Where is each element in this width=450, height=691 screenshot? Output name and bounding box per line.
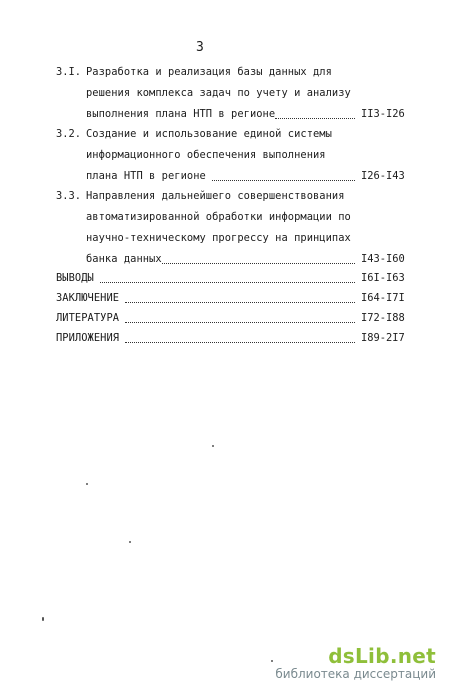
scan-speck xyxy=(42,617,44,621)
toc-entry-pages: I72-I88 xyxy=(361,312,405,324)
toc-entry-pages: I26-I43 xyxy=(361,170,405,182)
scan-speck xyxy=(129,541,131,543)
toc-entry-line: информационного обеспечения выполнения xyxy=(86,149,326,161)
toc-entry-number: 3.3. xyxy=(56,190,82,202)
dot-leader xyxy=(100,269,355,283)
watermark-logo: dsLib.net xyxy=(328,644,436,668)
toc-entry-line: автоматизированной обработки информации по xyxy=(86,211,351,223)
toc-entry-pages: I64-I7I xyxy=(361,292,405,304)
dot-leader xyxy=(212,167,355,181)
scan-speck xyxy=(86,483,88,485)
toc-entry-pages: I6I-I63 xyxy=(361,272,405,284)
scan-speck xyxy=(271,660,273,662)
toc-entry-number: 3.2. xyxy=(56,128,82,140)
toc-entry-title: ЗАКЛЮЧЕНИЕ xyxy=(56,292,120,304)
toc-entry-pages: I43-I60 xyxy=(361,253,405,265)
toc-entry-line: выполнения плана НТП в регионе xyxy=(86,108,276,120)
scan-speck xyxy=(212,445,214,447)
toc-entry-line: Разработка и реализация базы данных для xyxy=(86,66,332,78)
page-number: 3 xyxy=(196,40,204,55)
toc-entry-title: ВЫВОДЫ xyxy=(56,272,94,284)
dot-leader xyxy=(125,289,355,303)
toc-entry-title: ЛИТЕРАТУРА xyxy=(56,312,120,324)
toc-entry-line: решения комплекса задач по учету и анализу xyxy=(86,87,351,99)
toc-entry-pages: I89-2I7 xyxy=(361,332,405,344)
toc-entry-line: Создание и использование единой системы xyxy=(86,128,332,140)
toc-entry-number: 3.I. xyxy=(56,66,82,78)
dot-leader xyxy=(162,250,355,264)
toc-entry-title: ПРИЛОЖЕНИЯ xyxy=(56,332,120,344)
dot-leader xyxy=(125,309,355,323)
toc-entry-line: плана НТП в регионе xyxy=(86,170,206,182)
toc-entry-line: Направления дальнейшего совершенствования xyxy=(86,190,345,202)
watermark-subtitle: библиотека диссертаций xyxy=(275,667,436,681)
dot-leader xyxy=(275,105,355,119)
watermark xyxy=(275,645,436,681)
toc-entry-pages: II3-I26 xyxy=(361,108,405,120)
toc-entry-line: научно-техническому прогрессу на принципах xyxy=(86,232,351,244)
toc-entry-line: банка данных xyxy=(86,253,162,265)
dot-leader xyxy=(125,329,355,343)
